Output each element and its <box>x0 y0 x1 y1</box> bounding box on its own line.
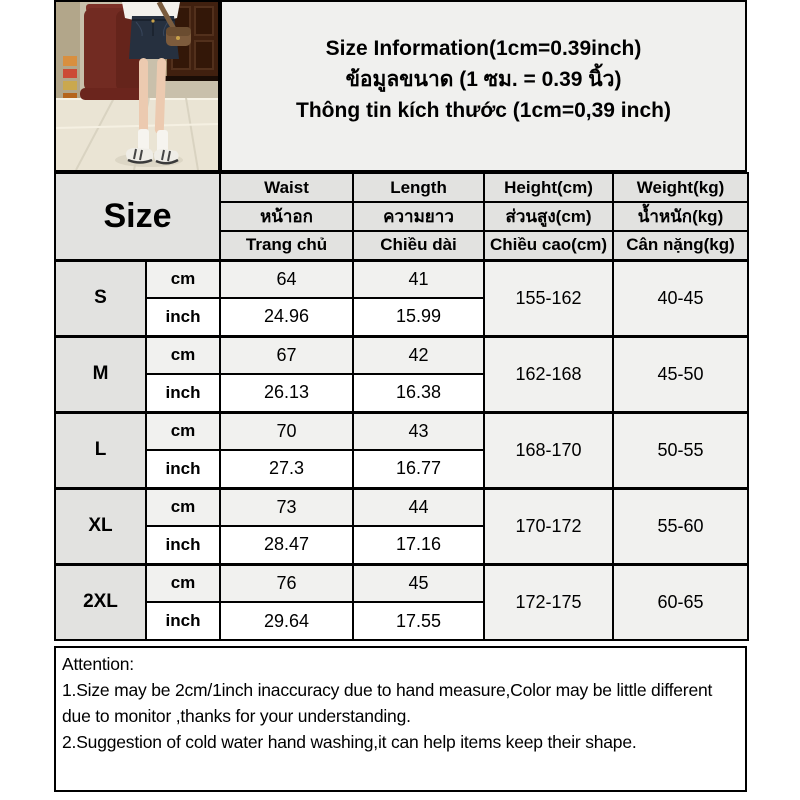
cell-m-waist-inch: 26.13 <box>220 374 353 412</box>
cell-m-length-cm: 42 <box>353 336 484 374</box>
row-l-cm <box>55 412 748 450</box>
unit-label: cm <box>146 412 220 450</box>
cell-m-weight: 45-50 <box>613 336 748 412</box>
cell-m-length-inch: 16.38 <box>353 374 484 412</box>
unit-label: cm <box>146 260 220 298</box>
cell-l-length-cm: 43 <box>353 412 484 450</box>
cell-l-weight: 50-55 <box>613 412 748 488</box>
cell-l-waist-cm: 70 <box>220 412 353 450</box>
cell-s-waist-cm: 64 <box>220 260 353 298</box>
cell-2xl-height: 172-175 <box>484 564 613 640</box>
title-english: Size Information(1cm=0.39inch) <box>325 36 642 60</box>
cell-m-waist-cm: 67 <box>220 336 353 374</box>
cell-xl-length-cm: 44 <box>353 488 484 526</box>
attention-box <box>54 646 747 792</box>
attention-note-1: 1.Size may be 2cm/1inch inaccuracy due to hand measure,Color may be little different due to monitor ,thanks for your understanding. <box>62 680 713 726</box>
row-m-cm <box>55 336 748 374</box>
size-header-cell: Size <box>55 173 220 260</box>
cell-2xl-waist-cm: 76 <box>220 564 353 602</box>
size-label-l: L <box>55 412 146 488</box>
unit-label: cm <box>146 488 220 526</box>
title-vietnamese: Thông tin kích thước (1cm=0,39 inch) <box>296 98 671 122</box>
cell-xl-length-inch: 17.16 <box>353 526 484 564</box>
row-2xl-cm <box>55 564 748 602</box>
attention-note-2: 2.Suggestion of cold water hand washing,it can help items keep their shape. <box>62 732 637 752</box>
col-header-weight-en: Weight(kg) <box>613 173 748 202</box>
cell-2xl-length-inch: 17.55 <box>353 602 484 640</box>
col-header-waist-en: Waist <box>220 173 353 202</box>
shoulder-bag <box>166 27 191 46</box>
cell-s-waist-inch: 24.96 <box>220 298 353 336</box>
size-label-xl: XL <box>55 488 146 564</box>
cell-xl-height: 170-172 <box>484 488 613 564</box>
unit-label: inch <box>146 374 220 412</box>
cell-s-weight: 40-45 <box>613 260 748 336</box>
cell-2xl-waist-inch: 29.64 <box>220 602 353 640</box>
unit-label: inch <box>146 450 220 488</box>
unit-label: cm <box>146 564 220 602</box>
size-table <box>54 172 749 641</box>
unit-label: inch <box>146 602 220 640</box>
product-photo-illustration <box>56 2 218 170</box>
col-header-weight-vi: Cân nặng(kg) <box>613 231 748 260</box>
unit-label: cm <box>146 336 220 374</box>
wall-strip <box>56 2 80 106</box>
size-label-s: S <box>55 260 146 336</box>
col-header-waist-th: หน้าอก <box>220 202 353 231</box>
size-label-2xl: 2XL <box>55 564 146 640</box>
col-header-length-th: ความยาว <box>353 202 484 231</box>
row-s-cm <box>55 260 748 298</box>
title-thai: ข้อมูลขนาด (1 ซม. = 0.39 นิ้ว) <box>345 67 622 91</box>
row-xl-cm <box>55 488 748 526</box>
cell-s-length-inch: 15.99 <box>353 298 484 336</box>
cell-2xl-weight: 60-65 <box>613 564 748 640</box>
left-leg <box>139 58 148 134</box>
cell-l-height: 168-170 <box>484 412 613 488</box>
cell-s-length-cm: 41 <box>353 260 484 298</box>
col-header-height-vi: Chiều cao(cm) <box>484 231 613 260</box>
col-header-height-th: ส่วนสูง(cm) <box>484 202 613 231</box>
cell-m-height: 162-168 <box>484 336 613 412</box>
size-label-m: M <box>55 336 146 412</box>
cell-l-waist-inch: 27.3 <box>220 450 353 488</box>
cell-xl-waist-inch: 28.47 <box>220 526 353 564</box>
col-header-height-en: Height(cm) <box>484 173 613 202</box>
attention-heading: Attention: <box>62 654 134 674</box>
cell-s-height: 155-162 <box>484 260 613 336</box>
col-header-weight-th: น้ำหนัก(kg) <box>613 202 748 231</box>
unit-label: inch <box>146 298 220 336</box>
col-header-length-vi: Chiều dài <box>353 231 484 260</box>
cell-xl-waist-cm: 73 <box>220 488 353 526</box>
col-header-length-en: Length <box>353 173 484 202</box>
col-header-waist-vi: Trang chủ <box>220 231 353 260</box>
cell-xl-weight: 55-60 <box>613 488 748 564</box>
cell-l-length-inch: 16.77 <box>353 450 484 488</box>
title-box <box>220 0 747 172</box>
product-photo <box>54 0 220 172</box>
cell-2xl-length-cm: 45 <box>353 564 484 602</box>
unit-label: inch <box>146 526 220 564</box>
